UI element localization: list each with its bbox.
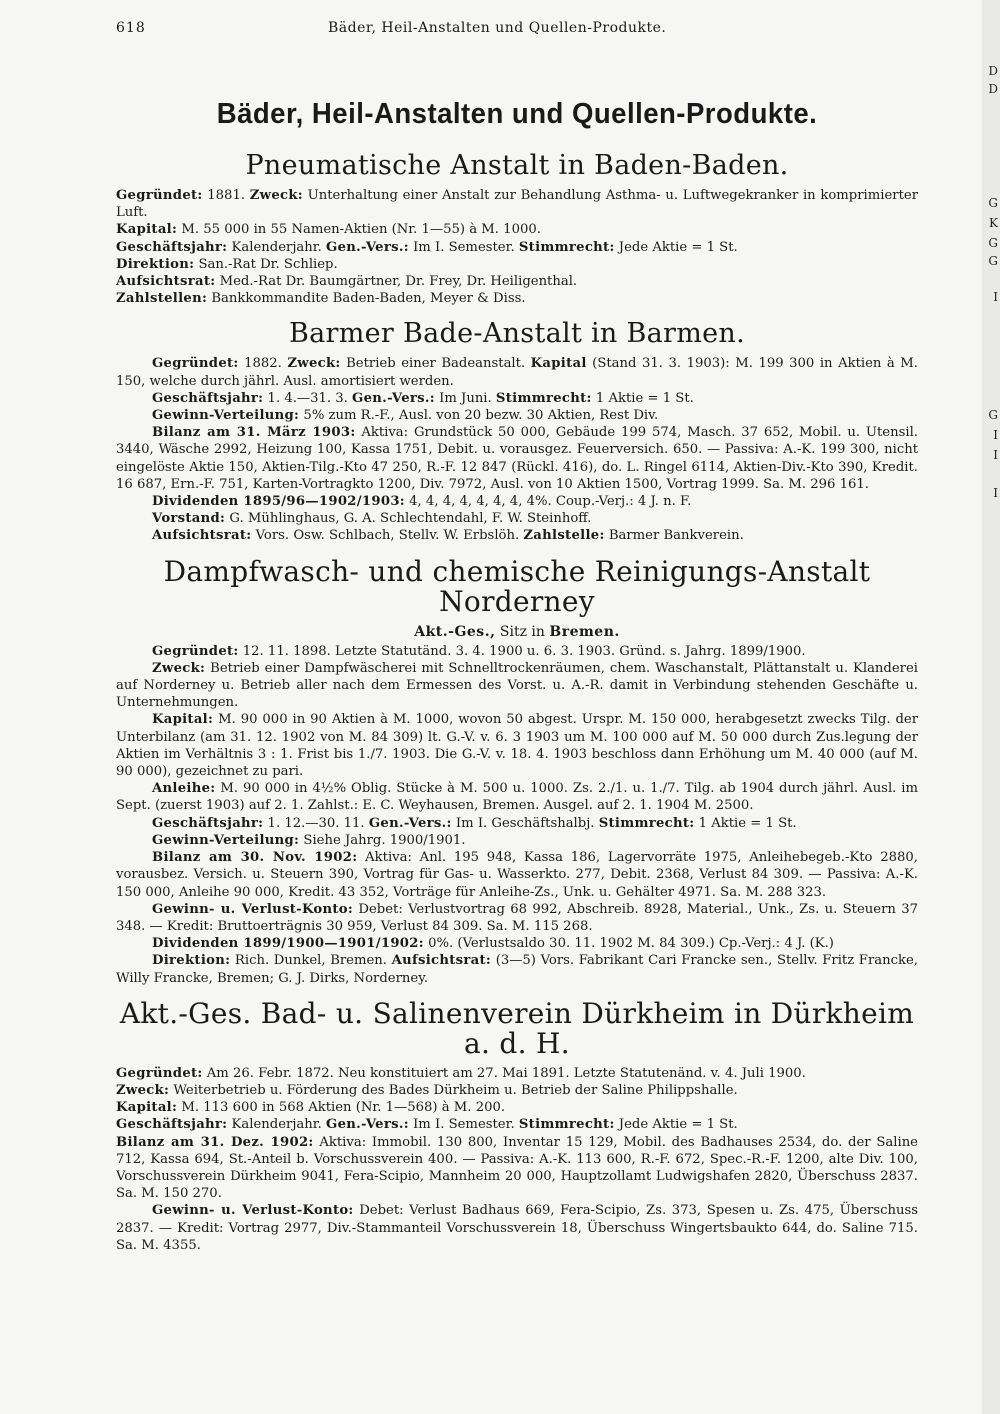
edge-letter: I <box>993 448 998 462</box>
entry-line: Gegründet: 1881. Zweck: Unterhaltung einer Anstalt zur Behandlung Asthma- u. Luftwegekranker in komprimierter Luft. <box>116 188 918 221</box>
entry-line: Anleihe: M. 90 000 in 4½% Oblig. Stücke à M. 500 u. 1000. Zs. 2./1. u. 1./7. Tilg. ab 1904 durch jährl. Ausl. im Sept. (zuerst 1903) auf 2. 1. Zahlst.: E. C. Weyhausen, Bremen. Ausgel. auf 2. 1. 1904 M. 2500. <box>116 781 918 814</box>
running-title: Bäder, Heil-Anstalten und Quellen-Produkte. <box>328 20 667 36</box>
company-title: Dampfwasch- und chemische Reinigungs-Anstalt Norderney <box>163 554 871 618</box>
entry-line: Vorstand: G. Mühlinghaus, G. A. Schlechtendahl, F. W. Steinhoff. <box>152 511 592 527</box>
entry-line: Gegründet: Am 26. Febr. 1872. Neu konstituiert am 27. Mai 1891. Letzte Statutenänd. v. 4. Juli 1900. <box>116 1065 806 1081</box>
company-title: Barmer Bade-Anstalt in Barmen. <box>288 318 745 350</box>
edge-letter: K <box>989 216 998 230</box>
company-title: Pneumatische Anstalt in Baden-Baden. <box>245 150 789 181</box>
entry-line: Bilanz am 31. Dez. 1902: Aktiva: Immobil. 130 800, Inventar 15 129, Mobil. des Badhauses 2534, do. der Saline 712, Kassa 694, St.-Anteil b. Vorschussverein 400. — Passiva: A.-K. 113 600, R.-F. 672, Spec.-R.-F. 1200, alte Div. 100, Vorschussverein Dürkheim 9041, Fera-Scipio, Mannheim 20 000, Hauptzollamt Ludwigshafen 2820, Überschuss 2837. Sa. M. 150 270. <box>116 1134 918 1202</box>
edge-letter: D <box>988 64 998 78</box>
entry-line: Zahlstellen: Bankkommandite Baden-Baden, Meyer & Diss. <box>116 291 526 307</box>
entry-line: Gegründet: 1882. Zweck: Betrieb einer Badeanstalt. Kapital (Stand 31. 3. 1903): M. 199 300 in Aktien à M. 150, welche durch jährl. Ausl. amortisiert werden. <box>116 356 919 389</box>
entry-line: Geschäftsjahr: 1. 12.—30. 11. Gen.-Vers.: Im I. Geschäftshalbj. Stimmrecht: 1 Aktie = 1 St. <box>152 815 797 831</box>
entry-line: Direktion: San.-Rat Dr. Schliep. <box>116 256 338 272</box>
entry-line: Bilanz am 30. Nov. 1902: Aktiva: Anl. 195 948, Kassa 186, Lagervorräte 1975, Anleihebegeb.-Kto 2880, vorausbez. Versich. u. Steuern 390, Vortrag für Gas- u. Wasserkto. 277, Debit. 2368, Verlust 84 309. — Passiva: A.-K. 150 000, Anleihe 90 000, Kredit. 43 352, Vorträge für Anleihe-Zs., Unk. u. Gehälter 4971. Sa. M. 288 323. <box>116 850 918 900</box>
entry-line: Geschäftsjahr: 1. 4.—31. 3. Gen.-Vers.: Im Juni. Stimmrecht: 1 Aktie = 1 St. <box>152 390 694 406</box>
company-entry <box>116 996 918 1254</box>
entry-line: Zweck: Betrieb einer Dampfwäscherei mit Schnelltrockenräumen, chem. Waschanstalt, Plättanstalt u. Klanderei auf Norderney u. Betrieb aller nach dem Ermessen des Vorst. u. A.-R. damit in Verbindung stehenden Geschäfte u. Unternehmungen. <box>116 660 918 711</box>
adjacent-page-edge <box>982 0 1000 1414</box>
company-entry <box>116 554 918 987</box>
section-title: Bäder, Heil-Anstalten und Quellen-Produkte. <box>216 98 818 130</box>
entry-line: Aufsichtsrat: Vors. Osw. Schlbach, Stellv. W. Erbslöh. Zahlstelle: Barmer Bankverein. <box>152 528 744 544</box>
running-head <box>116 18 918 38</box>
entry-line: Zweck: Weiterbetrieb u. Förderung des Bades Dürkheim u. Betrieb der Saline Philippshalle. <box>116 1082 738 1098</box>
company-subtitle: Akt.-Ges., Sitz in Bremen. <box>414 623 620 640</box>
entry-line: Direktion: Rich. Dunkel, Bremen. Aufsichtsrat: (3—5) Vors. Fabrikant Cari Francke sen., Stellv. Fritz Francke, Willy Francke, Bremen; G. J. Dirks, Norderney. <box>116 953 918 986</box>
edge-letter: G <box>988 408 998 422</box>
entry-line: Gewinn- u. Verlust-Konto: Debet: Verlust Badhaus 669, Fera-Scipio, Zs. 373, Spesen u. Zs. 475, Überschuss 2837. — Kredit: Vortrag 2977, Div.-Stammanteil Vorschussverein 18, Überschuss Wingertsbaukto 644, do. Saline 715. Sa. M. 4355. <box>116 1203 918 1253</box>
page-number: 618 <box>116 20 146 36</box>
edge-letter: G <box>988 254 998 268</box>
entry-line: Gewinn-Verteilung: Siehe Jahrg. 1900/1901. <box>152 832 466 848</box>
company-title: Akt.-Ges. Bad- u. Salinenverein Dürkheim in Dürkheim a. d. H. <box>119 996 915 1060</box>
edge-letter: G <box>988 236 998 250</box>
entry-line: Gewinn- u. Verlust-Konto: Debet: Verlustvortrag 68 992, Abschreib. 8928, Material., Unk., Zs. u. Steuern 37 348. — Kredit: Bruttoerträgnis 30 959, Verlust 84 309. Sa. M. 115 268. <box>116 901 918 934</box>
entry-line: Dividenden 1895/96—1902/1903: 4, 4, 4, 4, 4, 4, 4, 4%. Coup.-Verj.: 4 J. n. F. <box>152 494 692 510</box>
edge-letter: D <box>988 82 998 96</box>
entry-line: Kapital: M. 55 000 in 55 Namen-Aktien (Nr. 1—55) à M. 1000. <box>116 222 541 238</box>
entry-line: Bilanz am 31. März 1903: Aktiva: Grundstück 50 000, Gebäude 199 574, Masch. 37 652, Mobil. u. Utensil. 3440, Wäsche 2992, Heizung 100, Kassa 1751, Debit. u. vorausgez. Feuerversich. 650. — Passiva: A.-K. 199 300, nicht eingelöste Aktie 150, Aktien-Tilg.-Kto 47 250, R.-F. 12 847 (Rückl. 416), do. L. Ringel 6114, Aktien-Div.-Kto 390, Kredit. 16 687, Ern.-F. 751, Karten-Vortragkto 1200, Div. 7972, Ausl. von 10 Aktien 1500, Vortrag 1999. Sa. M. 296 161. <box>116 425 918 492</box>
entry-line: Gegründet: 12. 11. 1898. Letzte Statutänd. 3. 4. 1900 u. 6. 3. 1903. Gründ. s. Jahrg. 1899/1900. <box>152 643 806 659</box>
edge-letter: I <box>993 486 998 500</box>
entry-line: Geschäftsjahr: Kalenderjahr. Gen.-Vers.: Im I. Semester. Stimmrecht: Jede Aktie = 1 St. <box>116 1117 738 1133</box>
entry-line: Aufsichtsrat: Med.-Rat Dr. Baumgärtner, Dr. Frey, Dr. Heiligenthal. <box>116 274 578 290</box>
edge-letter: G <box>988 196 998 210</box>
company-entry <box>116 151 918 307</box>
entry-line: Kapital: M. 113 600 in 568 Aktien (Nr. 1—568) à M. 200. <box>116 1100 506 1116</box>
entry-line: Gewinn-Verteilung: 5% zum R.-F., Ausl. von 20 bezw. 30 Aktien, Rest Div. <box>152 408 659 424</box>
company-entry <box>116 319 918 544</box>
edge-letter: I <box>993 428 998 442</box>
page-content <box>116 18 918 1266</box>
entry-line: Kapital: M. 90 000 in 90 Aktien à M. 1000, wovon 50 abgest. Urspr. M. 150 000, herabgesetzt zwecks Tilg. der Unterbilanz (am 31. 12. 1902 von M. 84 309) lt. G.-V. v. 6. 3 1903 um M. 100 000 auf M. 50 000 durch Zus.legung der Aktien im Verhältnis 3 : 1. Frist bis 1./7. 1903. Die G.-V. v. 18. 4. 1903 beschloss dann Erhöhung um M. 40 000 (auf M. 90 000), gezeichnet zu pari. <box>116 712 918 780</box>
edge-letter: I <box>993 290 998 304</box>
entry-line: Geschäftsjahr: Kalenderjahr. Gen.-Vers.: Im I. Semester. Stimmrecht: Jede Aktie = 1 St. <box>116 239 738 255</box>
entry-line: Dividenden 1899/1900—1901/1902: 0%. (Verlustsaldo 30. 11. 1902 M. 84 309.) Cp.-Verj.: 4 J. (K.) <box>152 936 834 952</box>
